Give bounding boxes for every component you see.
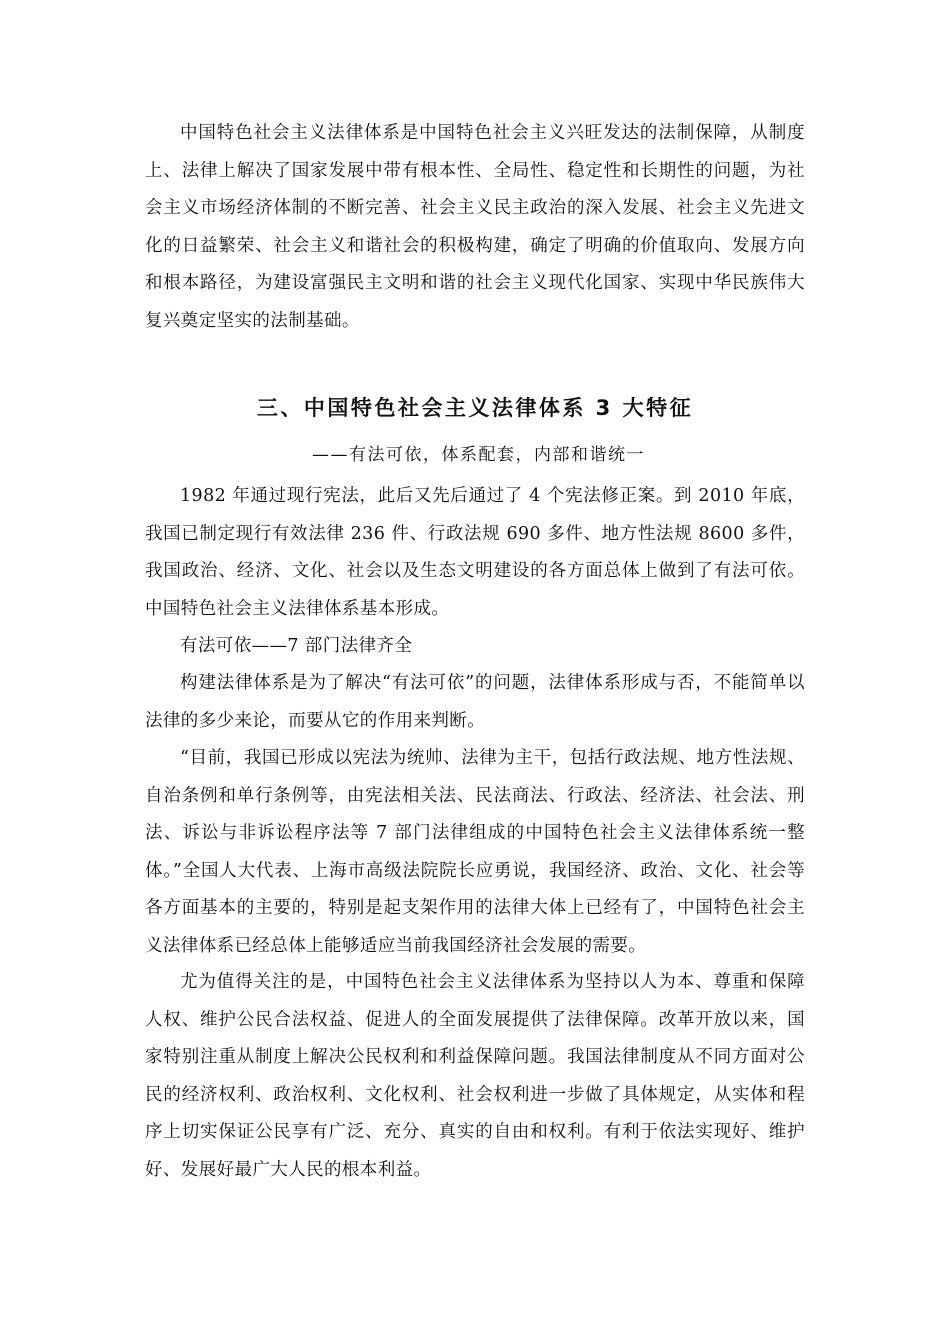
section-heading: 三、中国特色社会主义法律体系 3 大特征 [256,396,694,420]
paragraph-rights: 尤为值得关注的是，中国特色社会主义法律体系为坚持以人为本、尊重和保障人权、维护公民合法权益、促进人的全面发展提供了法律保障。改革开放以来，国家特别注重从制度上解决公民权利和利益保障问题。我国法律制度从不同方面对公民的经济权利、政治权利、文化权利、社会权利进一步做了具体规定，从实体和程序上切实保证公民享有广泛、充分、真实的自由和权利。有利于依法实现好、维护好、发展好最广大人民的根本利益。 [145,972,805,1180]
paragraph-build: 构建法律体系是为了解决“有法可依”的问题，法律体系形成与否，不能简单以法律的多少来论，而要从它的作用来判断。 [145,673,805,731]
paragraph-1982: 1982 年通过现行宪法，此后又先后通过了 4 个宪法修正案。到 2010 年底，我国已制定现行有效法律 236 件、行政法规 690 多件、地方性法规 8600 多件，我国政治、经济、文化、社会以及生态文明建设的各方面总体上做到了有法可依。中国特色社会主义法律体系基本形成。 [145,486,805,619]
subtitle-line: 有法可依——7 部门法律齐全 [180,636,413,656]
intro-paragraph: 中国特色社会主义法律体系是中国特色社会主义兴旺发达的法制保障，从制度上、法律上解决了国家发展中带有根本性、全局性、稳定性和长期性的问题，为社会主义市场经济体制的不断完善、社会主义民主政治的深入发展、社会主义先进文化的日益繁荣、社会主义和谐社会的积极构建，确定了明确的价值取向、发展方向和根本路径，为建设富强民主文明和谐的社会主义现代化国家、实现中华民族伟大复兴奠定坚实的法制基础。 [145,123,805,331]
paragraph-quote: “目前，我国已形成以宪法为统帅、法律为主干，包括行政法规、地方性法规、自治条例和单行条例等，由宪法相关法、民法商法、行政法、经济法、社会法、刑法、诉讼与非诉讼程序法等 7 部门法律组成的中国特色社会主义法律体系统一整体。”全国人大代表、上海市高级法院院长应勇说，我国经济、政治、文化、社会等各方面基本的主要的，特别是起支架作用的法律大体上已经有了，中国特色社会主义法律体系已经总体上能够适应当前我国经济社会发展的需要。 [145,748,805,956]
section-subheading: ——有法可依，体系配套，内部和谐统一 [312,445,645,465]
